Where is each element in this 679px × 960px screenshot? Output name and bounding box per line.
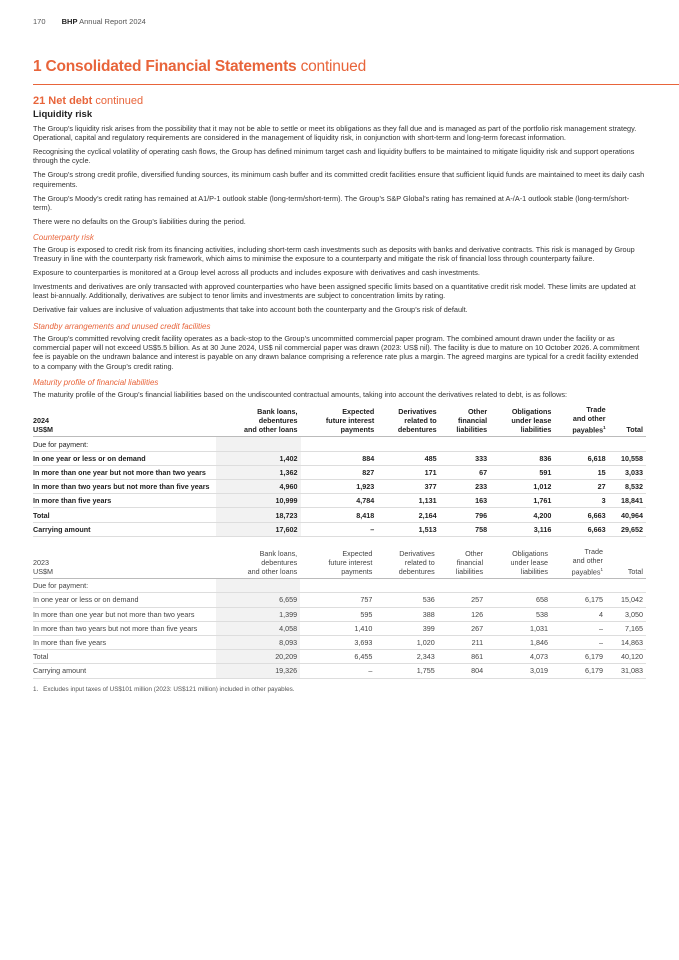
table-cell	[377, 437, 439, 451]
section-heading	[33, 95, 646, 107]
table-cell: 40,964	[609, 508, 646, 522]
table-year: 2024	[33, 416, 49, 426]
page-title-main: 1 Consolidated Financial Statements	[33, 58, 297, 75]
table-cell: 3,019	[486, 664, 551, 678]
counterparty-paragraph: Investments and derivatives are only transacted with approved counterparties who have been assigned specific limits based on a quantitative credit risk model. These limits are updated at least bi-annually. Additionally, derivatives are subject to tenor limits and investments are subject to concentration limits by rating.	[33, 282, 636, 301]
column-header-line: liabilities	[456, 425, 488, 435]
table-cell: 7,165	[606, 621, 646, 635]
table-cell	[375, 579, 437, 593]
row-label: In one year or less or on demand	[33, 451, 216, 465]
column-header-line: Obligations	[511, 407, 552, 417]
table-column-header	[377, 405, 439, 437]
column-header-line: debentures	[397, 425, 437, 435]
table-cell: 1,410	[300, 621, 375, 635]
table-column-header	[216, 405, 301, 437]
table-cell: 1,131	[377, 494, 439, 508]
column-header-line: and other	[572, 555, 603, 565]
table-cell	[490, 437, 554, 451]
table-cell: 257	[438, 593, 486, 607]
table-currency: US$M	[33, 567, 53, 577]
table-cell: 31,083	[606, 664, 646, 678]
table-cell: 757	[300, 593, 375, 607]
maturity-heading: Maturity profile of financial liabilities	[33, 377, 159, 387]
table-cell: 3,693	[300, 635, 375, 649]
column-header-line: and other	[572, 414, 606, 424]
column-header-line: debentures	[258, 416, 298, 426]
table-currency: US$M	[33, 425, 53, 435]
table-cell: –	[300, 664, 375, 678]
column-header-line: payables	[572, 425, 604, 435]
row-label: In more than one year but not more than two years	[33, 607, 216, 621]
column-header-line: liabilities	[520, 425, 552, 435]
table-cell: 1,846	[486, 635, 551, 649]
table-row	[33, 480, 646, 494]
table-cell: 861	[438, 650, 486, 664]
section-heading-main: 21 Net debt	[33, 95, 93, 107]
footnote-marker: 1	[603, 425, 606, 431]
table-cell	[300, 579, 375, 593]
table-year-header	[33, 547, 216, 579]
table-cell: 1,020	[375, 635, 437, 649]
table-cell: 233	[440, 480, 490, 494]
liquidity-paragraph: There were no defaults on the Group’s liabilities during the period.	[33, 216, 246, 226]
table-cell: 14,863	[606, 635, 646, 649]
table-cell: 595	[300, 607, 375, 621]
column-header-line: Derivatives	[398, 407, 437, 417]
due-label: Due for payment:	[33, 437, 216, 451]
table-column-header	[375, 547, 437, 579]
table-row	[33, 621, 646, 635]
table-cell: 1,012	[490, 480, 554, 494]
column-header-line: financial	[456, 558, 484, 568]
table-cell: 8,418	[301, 508, 378, 522]
table-cell: 658	[486, 593, 551, 607]
column-header-line: Trade	[586, 405, 606, 415]
table-cell: 6,175	[551, 593, 606, 607]
column-header-line: liabilities	[455, 567, 484, 577]
table-cell	[301, 437, 378, 451]
table-cell: 591	[490, 465, 554, 479]
table-cell: 211	[438, 635, 486, 649]
title-divider	[33, 84, 679, 85]
column-header-line: related to	[404, 558, 435, 568]
row-label: Total	[33, 508, 216, 522]
table-cell	[486, 579, 551, 593]
table-cell: 388	[375, 607, 437, 621]
table-cell: 17,602	[216, 522, 301, 536]
table-row	[33, 494, 646, 508]
table-cell: 40,120	[606, 650, 646, 664]
table-cell: 3,050	[606, 607, 646, 621]
column-header-line: Expected	[342, 407, 375, 417]
table-cell: 1,402	[216, 451, 301, 465]
counterparty-risk-heading: Counterparty risk	[33, 233, 94, 243]
column-header-line: Other	[465, 549, 484, 559]
table-cell	[216, 579, 300, 593]
column-header-line: Total	[626, 425, 643, 435]
column-header-line: future interest	[328, 558, 373, 568]
footnote: 1. Excludes input taxes of US$101 million (2023: US$121 million) included in other payables.	[33, 685, 295, 693]
table-cell: 1,031	[486, 621, 551, 635]
table-cell: 1,399	[216, 607, 300, 621]
column-header-line: payables	[571, 567, 601, 577]
table-row	[33, 451, 646, 465]
maturity-table-2024	[33, 405, 646, 537]
maturity-table-2023	[33, 547, 646, 679]
section-heading-continued: continued	[95, 95, 144, 107]
column-header-line: Total	[627, 567, 643, 577]
table-cell: 6,179	[551, 664, 606, 678]
column-header-line: Obligations	[512, 549, 549, 559]
footnote-marker: 1	[600, 566, 603, 572]
table-cell: 6,659	[216, 593, 300, 607]
table-column-header	[216, 547, 300, 579]
page-title-continued: continued	[300, 58, 366, 75]
table-column-header	[301, 405, 378, 437]
table-cell: 6,179	[551, 650, 606, 664]
liquidity-paragraph: Recognising the cyclical volatility of operating cash flows, the Group has defined minimum target cash and liquidity buffers to be maintained to mitigate liquidity risk and support operations through the cycle.	[33, 147, 635, 166]
column-header-line: payments	[340, 425, 375, 435]
table-cell: –	[551, 621, 606, 635]
table-cell	[609, 437, 646, 451]
table-cell: 1,923	[301, 480, 378, 494]
table-year-header	[33, 405, 216, 437]
table-cell: –	[551, 635, 606, 649]
table-cell	[440, 437, 490, 451]
table-cell: 1,513	[377, 522, 439, 536]
table-row	[33, 664, 646, 678]
column-header-line: Bank loans,	[259, 549, 298, 559]
table-cell: 18,723	[216, 508, 301, 522]
column-header-line: Bank loans,	[257, 407, 298, 417]
table-cell: 377	[377, 480, 439, 494]
table-cell: 10,558	[609, 451, 646, 465]
table-cell: 163	[440, 494, 490, 508]
table-column-header	[554, 405, 608, 437]
column-header-line: Other	[467, 407, 488, 417]
table-column-header	[438, 547, 486, 579]
table-cell	[551, 579, 606, 593]
table-cell: 2,343	[375, 650, 437, 664]
table-cell: 796	[440, 508, 490, 522]
table-cell: 20,209	[216, 650, 300, 664]
table-row	[33, 522, 646, 536]
table-cell	[438, 579, 486, 593]
table-column-header	[300, 547, 375, 579]
table-cell: 884	[301, 451, 378, 465]
table-cell: 3,116	[490, 522, 554, 536]
column-header-line: debentures	[261, 558, 298, 568]
table-cell: 333	[440, 451, 490, 465]
column-header-line: Expected	[342, 549, 373, 559]
column-header-line: under lease	[511, 416, 552, 426]
table-cell: –	[301, 522, 378, 536]
table-cell: 267	[438, 621, 486, 635]
table-cell: 1,755	[375, 664, 437, 678]
table-cell: 10,999	[216, 494, 301, 508]
table-row	[33, 579, 646, 593]
table-row	[33, 465, 646, 479]
row-label: In more than one year but not more than two years	[33, 465, 216, 479]
table-cell: 8,093	[216, 635, 300, 649]
standby-heading: Standby arrangements and unused credit facilities	[33, 321, 211, 331]
row-label: In more than two years but not more than five years	[33, 621, 216, 635]
column-header-line: future interest	[325, 416, 375, 426]
table-cell: 27	[554, 480, 608, 494]
table-cell: 4,073	[486, 650, 551, 664]
column-header-line: debentures	[398, 567, 435, 577]
table-row	[33, 508, 646, 522]
column-header-line: Derivatives	[399, 549, 435, 559]
table-header-row	[33, 547, 646, 579]
column-header-line: and other loans	[247, 567, 298, 577]
table-cell: 6,663	[554, 522, 608, 536]
table-cell: 6,618	[554, 451, 608, 465]
table-cell: 6,455	[300, 650, 375, 664]
column-header-line: payments	[341, 567, 373, 577]
table-cell: 485	[377, 451, 439, 465]
row-label: In more than five years	[33, 494, 216, 508]
row-label: Carrying amount	[33, 522, 216, 536]
liquidity-paragraph: The Group’s strong credit profile, diversified funding sources, its minimum cash buffer and its committed credit facilities ensure that sufficient liquid funds are maintained to meet its daily cash requirements.	[33, 170, 645, 189]
table-cell: 3,033	[609, 465, 646, 479]
column-header-line: related to	[404, 416, 437, 426]
table-header-row	[33, 405, 646, 437]
table-cell: 836	[490, 451, 554, 465]
table-cell: 1,761	[490, 494, 554, 508]
table-row	[33, 635, 646, 649]
table-cell: 19,326	[216, 664, 300, 678]
table-cell: 4,960	[216, 480, 301, 494]
main-content	[33, 95, 646, 693]
table-cell: 29,652	[609, 522, 646, 536]
table-cell: 126	[438, 607, 486, 621]
table-cell: 67	[440, 465, 490, 479]
counterparty-paragraph: Exposure to counterparties is monitored at a Group level across all products and includes exposure with derivatives and cash investments.	[33, 268, 480, 278]
row-label: In more than two years but not more than five years	[33, 480, 216, 494]
report-title: Annual Report 2024	[79, 17, 146, 26]
maturity-paragraph: The maturity profile of the Group’s financial liabilities based on the undiscounted contractual amounts, taking into account the derivatives related to debt, is as follows:	[33, 389, 568, 399]
table-cell: 1,362	[216, 465, 301, 479]
table-cell: 2,164	[377, 508, 439, 522]
table-cell	[606, 579, 646, 593]
table-cell: 18,841	[609, 494, 646, 508]
table-cell: 3	[554, 494, 608, 508]
column-header-line: liabilities	[520, 567, 549, 577]
page-number: 170	[33, 17, 46, 26]
brand-name: BHP	[61, 17, 78, 26]
table-cell: 4	[551, 607, 606, 621]
table-year: 2023	[33, 558, 49, 568]
table-cell: 536	[375, 593, 437, 607]
column-header-line: Trade	[584, 546, 603, 556]
table-cell: 804	[438, 664, 486, 678]
liquidity-paragraph: The Group’s liquidity risk arises from the possibility that it may not be able to settle or meet its obligations as they fall due and is managed as part of the portfolio risk management strategy. Operational, capital and regulatory requirements are considered in the management of liquidity risk, in conjunction with short-term and long-term forecast information.	[33, 124, 637, 143]
table-cell	[216, 437, 301, 451]
standby-paragraph: The Group’s committed revolving credit facility operates as a back-stop to the Group’s uncommitted commercial paper program. The combined amount drawn under the facility or as commercial paper will not exceed US$5.5 billion. As at 30 June 2024, US$ nil commercial paper was drawn (2023: US$ nil). The facility is due to mature on 10 October 2026. A commitment fee is payable on the undrawn balance and interest is payable on any drawn balance comprising a reference rate plus a margin. The agreed margins are typical for a credit facility extended to a company with the Group’s credit rating.	[33, 333, 640, 371]
table-column-header	[486, 547, 551, 579]
table-cell: 4,200	[490, 508, 554, 522]
counterparty-paragraph: The Group is exposed to credit risk from its financing activities, including short-term cash investments such as deposits with banks and derivative contracts. This risk is managed by Group Treasury in line with the counterparty risk framework, which aims to minimise the exposure to a counterparty and mitigate the risk of financial loss through counterparty failure.	[33, 245, 635, 264]
column-header-line: financial	[457, 416, 488, 426]
table-column-header	[490, 405, 554, 437]
column-header-line: under lease	[510, 558, 549, 568]
counterparty-paragraph: Derivative fair values are inclusive of valuation adjustments that take into account both the counterparty and the Group’s risk of default.	[33, 305, 468, 315]
table-cell: 4,784	[301, 494, 378, 508]
table-column-header	[606, 547, 646, 579]
page-header	[33, 17, 146, 26]
table-row	[33, 650, 646, 664]
table-cell: 827	[301, 465, 378, 479]
table-cell: 15,042	[606, 593, 646, 607]
row-label: In more than five years	[33, 635, 216, 649]
column-header-line: and other loans	[243, 425, 298, 435]
table-cell: 399	[375, 621, 437, 635]
table-cell: 538	[486, 607, 551, 621]
table-cell	[554, 437, 608, 451]
table-column-header	[440, 405, 490, 437]
table-row	[33, 607, 646, 621]
row-label: In one year or less or on demand	[33, 593, 216, 607]
row-label: Carrying amount	[33, 664, 216, 678]
page-title	[33, 58, 366, 76]
liquidity-paragraph: The Group’s Moody’s credit rating has remained at A1/P-1 outlook stable (long-term/short-term). The Group’s S&P Global’s rating has remained at A-/A-1 outlook stable (long-term/short-term).	[33, 193, 630, 212]
due-label: Due for payment:	[33, 579, 216, 593]
table-cell: 758	[440, 522, 490, 536]
table-cell: 6,663	[554, 508, 608, 522]
table-row	[33, 593, 646, 607]
table-cell: 15	[554, 465, 608, 479]
table-cell: 4,058	[216, 621, 300, 635]
table-cell: 8,532	[609, 480, 646, 494]
table-column-header	[609, 405, 646, 437]
row-label: Total	[33, 650, 216, 664]
table-cell: 171	[377, 465, 439, 479]
table-row	[33, 437, 646, 451]
table-column-header	[551, 547, 606, 579]
liquidity-risk-heading: Liquidity risk	[33, 109, 93, 120]
